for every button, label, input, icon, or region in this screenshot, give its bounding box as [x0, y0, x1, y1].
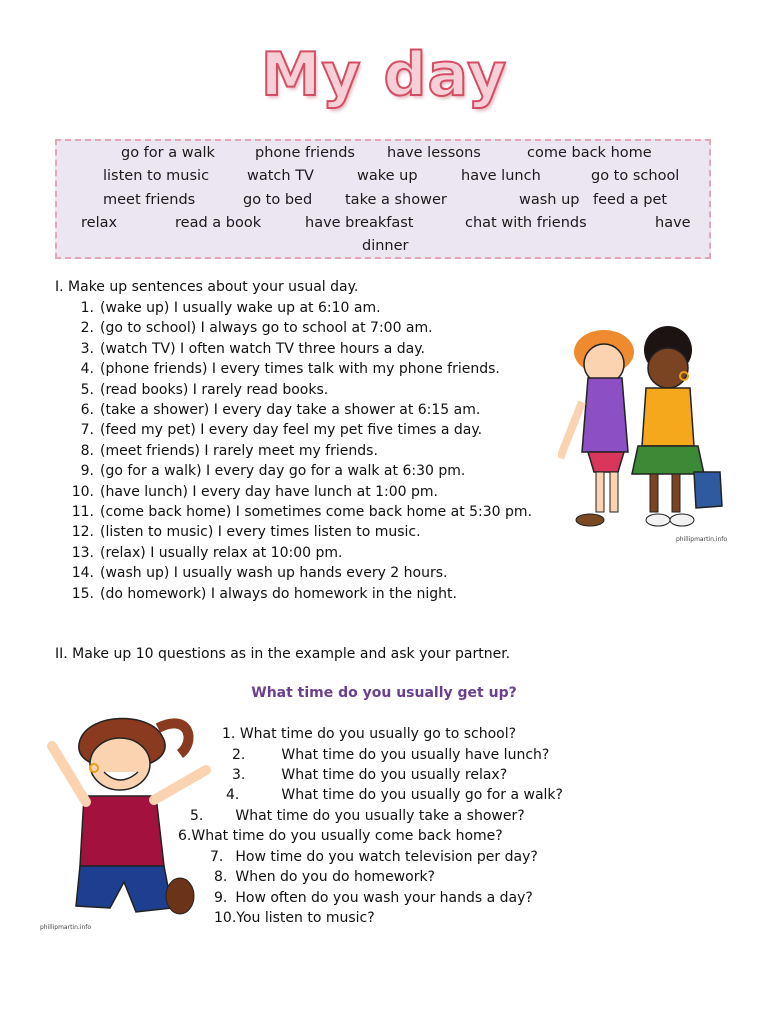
image-credit: phillipmartin.info	[40, 924, 92, 931]
word-item: meet friends	[103, 192, 196, 208]
two-girls-illustration	[558, 322, 726, 538]
question-item: 7. How time do you watch television per day?	[210, 849, 538, 865]
question-item: 6.What time do you usually come back home?	[178, 828, 503, 844]
list-item: 9. (go for a walk) I every day go for a walk at 6:30 pm.	[80, 463, 466, 480]
list-item: 4. (phone friends) I every times talk with my phone friends.	[80, 361, 500, 378]
section-1-heading: I. Make up sentences about your usual day.	[55, 279, 359, 295]
image-credit: phillipmartin.info	[676, 536, 728, 543]
word-item: take a shower	[345, 192, 447, 208]
section-2-heading: II. Make up 10 questions as in the example and ask your partner.	[55, 646, 511, 662]
list-item: 10. (have lunch) I every day have lunch at 1:00 pm.	[71, 483, 439, 500]
word-item: feed a pet	[593, 192, 668, 208]
word-item: relax	[81, 215, 118, 231]
word-item: wash up	[519, 192, 580, 208]
list-item: 14. (wash up) I usually wash up hands every 2 hours.	[71, 565, 448, 582]
word-item: go to bed	[243, 192, 313, 208]
word-item: go to school	[591, 168, 680, 184]
word-item: have lunch	[461, 168, 541, 184]
question-item: 3. What time do you usually relax?	[232, 767, 508, 783]
word-item: wake up	[357, 168, 418, 184]
question-item: 10.You listen to music?	[214, 910, 375, 926]
list-item: 3. (watch TV) I often watch TV three hours a day.	[80, 340, 425, 357]
question-item: 8. When do you do homework?	[214, 869, 435, 885]
word-item: watch TV	[247, 168, 314, 184]
word-item: have	[655, 215, 691, 231]
list-item: 5. (read books) I rarely read books.	[80, 381, 329, 398]
example-question: What time do you usually get up?	[251, 685, 517, 701]
jumping-girl-illustration	[40, 712, 220, 926]
list-item: 2. (go to school) I always go to school at 7:00 am.	[80, 320, 433, 337]
word-bank	[55, 139, 711, 259]
question-item: 5. What time do you usually take a shower?	[190, 808, 525, 824]
list-item: 7. (feed my pet) I every day feel my pet five times a day.	[80, 422, 483, 439]
list-item: 6. (take a shower) I every day take a shower at 6:15 am.	[80, 402, 481, 419]
word-item: have breakfast	[305, 215, 414, 231]
question-item: 1. What time do you usually go to school?	[222, 726, 517, 742]
list-item: 13. (relax) I usually relax at 10:00 pm.	[71, 544, 343, 561]
word-item: go for a walk	[121, 145, 215, 161]
sentence-list	[60, 298, 532, 604]
question-item: 4. What time do you usually go for a walk?	[226, 787, 563, 803]
question-item: 2. What time do you usually have lunch?	[232, 747, 550, 763]
word-item: listen to music	[103, 168, 210, 184]
list-item: 12. (listen to music) I every times listen to music.	[71, 524, 421, 541]
word-item: chat with friends	[465, 215, 587, 231]
list-item: 15. (do homework) I always do homework in the night.	[71, 585, 457, 602]
word-item: dinner	[362, 238, 409, 254]
page-title: My day	[260, 40, 508, 110]
list-item: 1. (wake up) I usually wake up at 6:10 am.	[80, 300, 381, 316]
list-item: 8. (meet friends) I rarely meet my friends.	[80, 442, 378, 459]
word-item: have lessons	[387, 145, 481, 161]
word-item: come back home	[527, 145, 652, 161]
two-girls-icon	[558, 322, 726, 534]
list-item: 11. (come back home) I sometimes come back home at 5:30 pm.	[71, 504, 533, 521]
word-item: phone friends	[255, 145, 355, 161]
jumping-girl-icon	[40, 712, 220, 922]
word-item: read a book	[175, 215, 262, 231]
question-item: 9. How often do you wash your hands a day?	[214, 890, 533, 906]
